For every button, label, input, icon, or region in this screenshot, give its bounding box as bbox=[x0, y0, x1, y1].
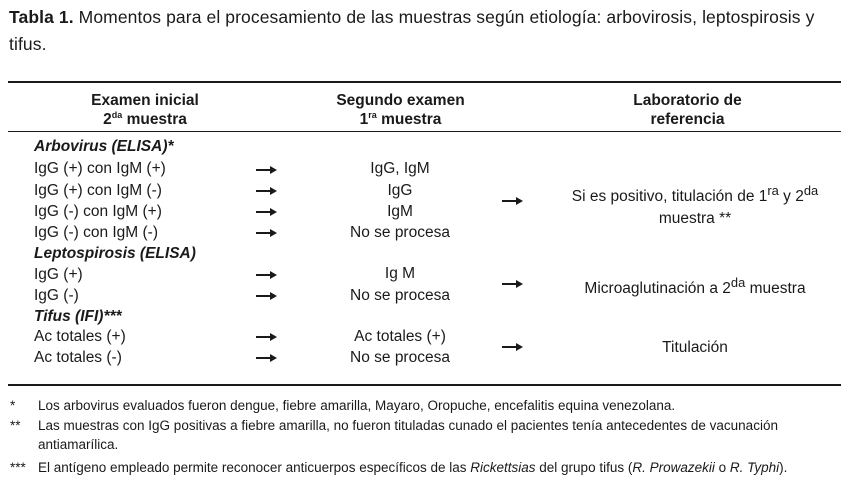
right-arrow-icon bbox=[256, 165, 278, 175]
footnote-1-mark: * bbox=[10, 398, 16, 413]
header-reference-lab-line1: Laboratorio de bbox=[633, 92, 742, 109]
right-arrow-icon bbox=[256, 353, 278, 363]
leptospirosis-lab-text: Microaglutinación a $2^{da}$ muestra bbox=[584, 275, 806, 298]
header-initial-exam-line2: $2^{da}$ muestra bbox=[103, 110, 187, 128]
row-second: IgG bbox=[387, 182, 413, 199]
arbovirus-lab-text bbox=[545, 180, 845, 230]
footnote-2 bbox=[10, 416, 844, 454]
right-arrow-icon bbox=[256, 270, 278, 280]
right-arrow-icon bbox=[256, 332, 278, 342]
footnote-1 bbox=[10, 396, 844, 415]
footnote-3-mark: *** bbox=[10, 460, 26, 475]
row-second: No se procesa bbox=[350, 287, 450, 304]
row-initial: IgG (-) con IgM (-) bbox=[34, 224, 159, 241]
header-second-exam bbox=[298, 91, 503, 129]
header-second-exam-line2: $1^{ra}$ muestra bbox=[359, 110, 442, 128]
row-second: Ac totales (+) bbox=[354, 328, 446, 345]
right-arrow-icon bbox=[256, 207, 278, 217]
row-initial: IgG (+) bbox=[34, 266, 83, 283]
section-title-arbovirus: Arbovirus (ELISA)* bbox=[34, 138, 174, 155]
row-second: Ig M bbox=[384, 265, 416, 282]
right-arrow-icon bbox=[502, 342, 524, 352]
row-initial: Ac totales (-) bbox=[34, 349, 122, 366]
row-second: No se procesa bbox=[350, 349, 450, 366]
header-bottom-rule bbox=[8, 131, 841, 132]
table-caption bbox=[9, 4, 841, 58]
footnote-2-text: Las muestras con IgG positivas a fiebre amarilla, no fueron tituladas cunado el pacientes tenía antecedentes de vacunación antiamarílica. bbox=[38, 418, 778, 452]
arbovirus-lab-line2: muestra ** bbox=[658, 210, 732, 228]
right-arrow-icon bbox=[502, 279, 524, 289]
row-second: No se procesa bbox=[350, 224, 450, 241]
footnote-2-mark: ** bbox=[10, 418, 21, 433]
caption-label: Tabla 1. bbox=[9, 7, 74, 27]
right-arrow-icon bbox=[256, 228, 278, 238]
header-reference-lab-line2: referencia bbox=[650, 111, 725, 128]
footnote-3 bbox=[10, 458, 844, 496]
row-second: IgG, IgM bbox=[370, 160, 430, 177]
row-second: IgM bbox=[387, 203, 413, 220]
table-top-rule bbox=[8, 81, 841, 83]
right-arrow-icon bbox=[502, 196, 524, 206]
footnote-1-text: Los arbovirus evaluados fueron dengue, fiebre amarilla, Mayaro, Oropuche, encefalitis equina venezolana. bbox=[38, 398, 676, 413]
right-arrow-icon bbox=[256, 186, 278, 196]
caption-text: Momentos para el procesamiento de las muestras según etiología: arbovirosis, leptospirosis y tifus. bbox=[9, 7, 815, 54]
table-bottom-rule bbox=[8, 384, 841, 386]
row-initial: IgG (-) bbox=[34, 287, 79, 304]
row-initial: IgG (+) con IgM (+) bbox=[34, 160, 166, 177]
footnote-3-text: El antígeno empleado permite reconocer anticuerpos específicos de las Rickettsias del grupo tifus (R. Prowazekii o R. Typhi). bbox=[38, 460, 788, 475]
row-initial: Ac totales (+) bbox=[34, 328, 126, 345]
row-initial: IgG (+) con IgM (-) bbox=[34, 182, 162, 199]
tifus-lab-text: Titulación bbox=[662, 339, 728, 356]
section-title-tifus: Tifus (IFI)*** bbox=[34, 308, 122, 325]
section-title-leptospirosis: Leptospirosis (ELISA) bbox=[34, 245, 196, 262]
header-second-exam-line1: Segundo examen bbox=[336, 92, 465, 109]
right-arrow-icon bbox=[256, 291, 278, 301]
header-reference-lab bbox=[575, 91, 800, 129]
arbovirus-lab-line1: Si es positivo, titulación de $1^{ra}$ y $2^{da}$ bbox=[571, 183, 819, 206]
header-initial-exam-line1: Examen inicial bbox=[91, 92, 199, 109]
row-initial: IgG (-) con IgM (+) bbox=[34, 203, 162, 220]
header-initial-exam bbox=[40, 91, 250, 129]
